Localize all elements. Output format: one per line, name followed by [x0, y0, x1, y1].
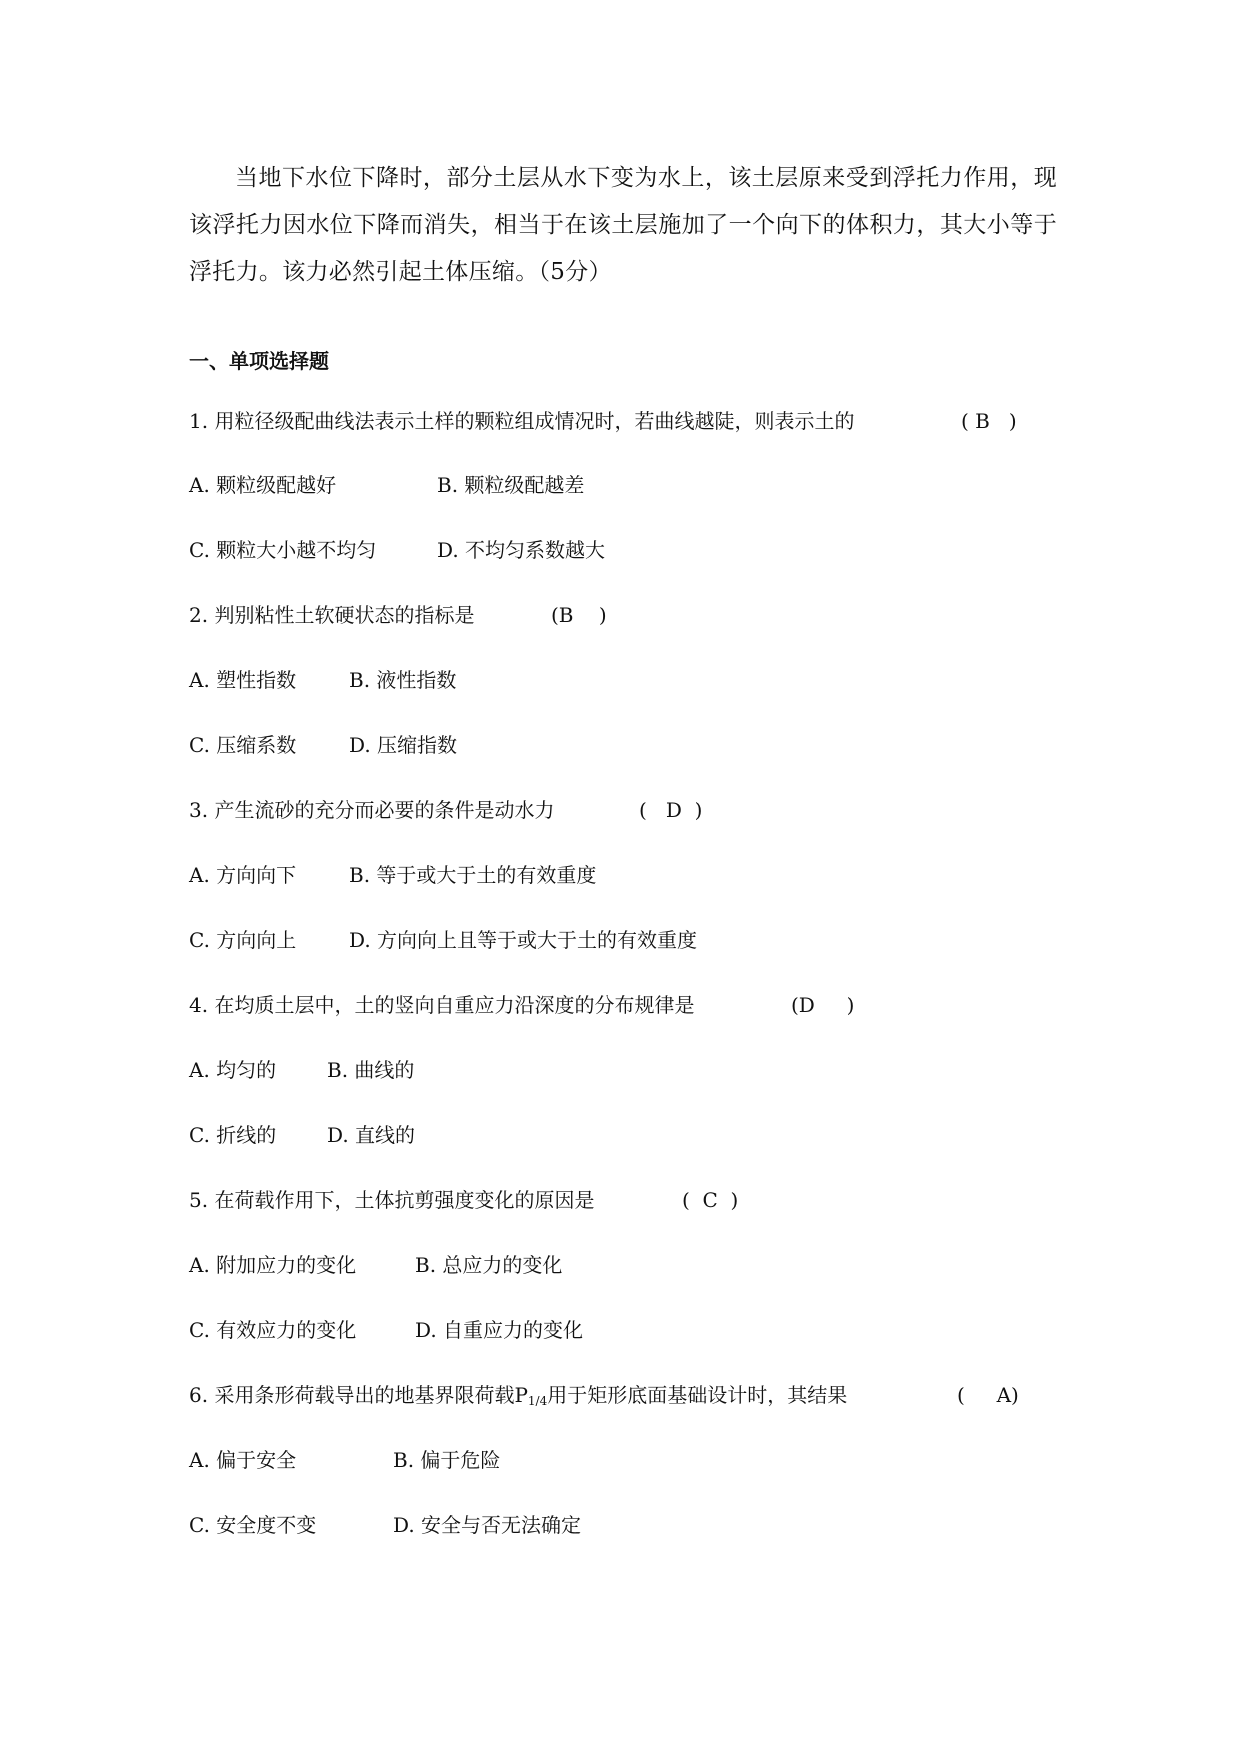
- question-6-answer: ( A): [957, 1383, 1019, 1407]
- question-6-option-a: A. 偏于安全: [189, 1448, 297, 1472]
- question-4-answer: (D ): [791, 993, 855, 1017]
- question-3-option-c: C. 方向向上: [189, 928, 297, 952]
- question-6-stem-subscript: 1/4: [527, 1394, 548, 1408]
- question-4-option-b: B. 曲线的: [327, 1058, 415, 1082]
- question-2-option-c: C. 压缩系数: [189, 733, 297, 757]
- question-1-answer: ( B ): [961, 409, 1017, 433]
- section-title: 一、单项选择题: [189, 349, 329, 373]
- question-6-option-d: D. 安全与否无法确定: [393, 1513, 582, 1537]
- question-3-option-b: B. 等于或大于土的有效重度: [349, 863, 597, 887]
- question-1-option-d: D. 不均匀系数越大: [437, 538, 606, 562]
- question-6-stem-prefix: 6. 采用条形荷载导出的地基界限荷载P: [189, 1383, 528, 1407]
- question-1-option-c: C. 颗粒大小越不均匀: [189, 538, 377, 562]
- question-1-option-a: A. 颗粒级配越好: [189, 473, 337, 497]
- question-4-option-d: D. 直线的: [327, 1123, 416, 1147]
- question-4-option-c: C. 折线的: [189, 1123, 277, 1147]
- question-3-answer: ( D ): [639, 798, 703, 822]
- question-5-option-a: A. 附加应力的变化: [189, 1253, 357, 1277]
- question-6-option-c: C. 安全度不变: [189, 1513, 317, 1537]
- question-4-stem: 4. 在均质土层中，土的竖向自重应力沿深度的分布规律是: [189, 993, 695, 1017]
- question-4-option-a: A. 均匀的: [189, 1058, 277, 1082]
- question-3-stem: 3. 产生流砂的充分而必要的条件是动水力: [189, 798, 555, 822]
- question-6-stem-suffix: 用于矩形底面基础设计时，其结果: [547, 1383, 848, 1407]
- question-1-stem: 1. 用粒径级配曲线法表示土样的颗粒组成情况时，若曲线越陡，则表示土的: [189, 409, 855, 433]
- question-2-option-d: D. 压缩指数: [349, 733, 458, 757]
- question-3-option-a: A. 方向向下: [189, 863, 297, 887]
- question-5-answer: ( C ): [682, 1188, 739, 1212]
- intro-paragraph: 当地下水位下降时，部分土层从水下变为水上，该土层原来受到浮托力作用，现该浮托力因水位下降而消失，相当于在该土层施加了一个向下的体积力，其大小等于浮托力。该力必然引起土体压缩。（5分）: [189, 165, 1057, 285]
- question-1-option-b: B. 颗粒级配越差: [437, 473, 585, 497]
- question-5-option-d: D. 自重应力的变化: [415, 1318, 584, 1342]
- question-6-option-b: B. 偏于危险: [393, 1448, 501, 1472]
- question-5-option-b: B. 总应力的变化: [415, 1253, 563, 1277]
- question-3-option-d: D. 方向向上且等于或大于土的有效重度: [349, 928, 698, 952]
- question-5-option-c: C. 有效应力的变化: [189, 1318, 357, 1342]
- question-2-option-b: B. 液性指数: [349, 668, 457, 692]
- question-2-stem: 2. 判别粘性土软硬状态的指标是: [189, 603, 475, 627]
- question-6-stem: [189, 1381, 847, 1415]
- question-2-option-a: A. 塑性指数: [189, 668, 297, 692]
- question-2-answer: (B ): [551, 603, 607, 627]
- question-5-stem: 5. 在荷载作用下，土体抗剪强度变化的原因是: [189, 1188, 595, 1212]
